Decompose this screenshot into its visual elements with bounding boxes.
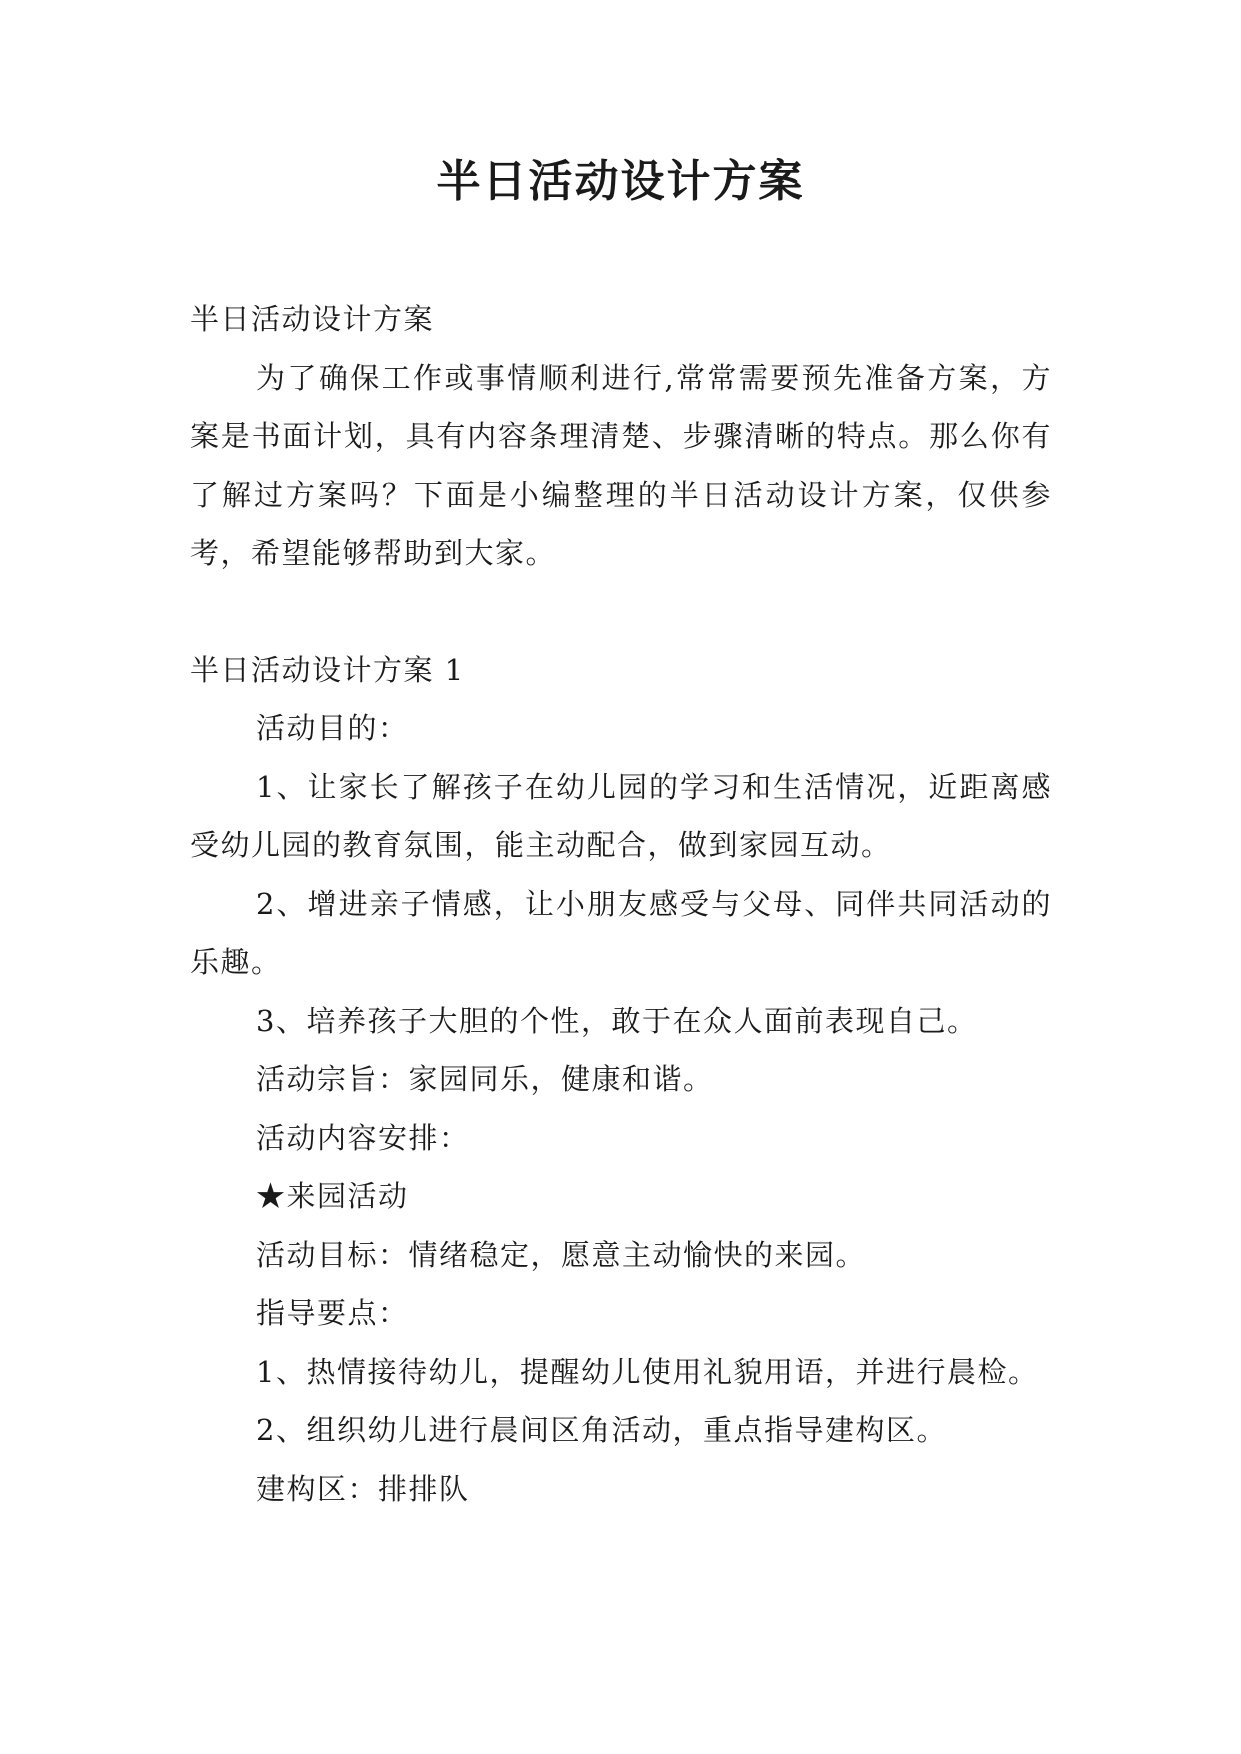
activity-target: 活动目标：情绪稳定，愿意主动愉快的来园。 (256, 1237, 867, 1272)
activity-title: ★来园活动 (256, 1179, 409, 1213)
intro-paragraph: 为了确保工作或事情顺利进行,常常需要预先准备方案，方案是书面计划，具有内容条理清楚、步骤清晰的特点。那么你有了解过方案吗？下面是小编整理的半日活动设计方案，仅供参考，希望能够帮助到大家。 (190, 360, 1052, 570)
guide-item-1: 1、热情接待幼儿，提醒幼儿使用礼貌用语，并进行晨检。 (256, 1354, 1039, 1389)
content-label: 活动内容安排： (256, 1120, 470, 1155)
guide-label: 指导要点： (256, 1296, 409, 1330)
goal-label: 活动目的： (256, 711, 409, 745)
document-title: 半日活动设计方案 (436, 156, 805, 207)
document-subtitle: 半日活动设计方案 (190, 302, 435, 336)
goal-item-3: 3、培养孩子大胆的个性，敢于在众人面前表现自己。 (256, 1003, 978, 1038)
document-body (190, 290, 1052, 1518)
goal-item-2: 2、增进亲子情感，让小朋友感受与父母、同伴共同活动的乐趣。 (190, 886, 1052, 979)
goal-item-1: 1、让家长了解孩子在幼儿园的学习和生活情况，近距离感受幼儿园的教育氛围，能主动配合，做到家园互动。 (190, 769, 1052, 862)
activity-purpose: 活动宗旨：家园同乐，健康和谐。 (256, 1062, 714, 1096)
section-heading: 半日活动设计方案 1 (190, 652, 465, 687)
section-spacer (190, 583, 1052, 641)
guide-item-2: 2、组织幼儿进行晨间区角活动，重点指导建构区。 (256, 1413, 947, 1447)
construction-area: 建构区：排排队 (256, 1471, 470, 1506)
